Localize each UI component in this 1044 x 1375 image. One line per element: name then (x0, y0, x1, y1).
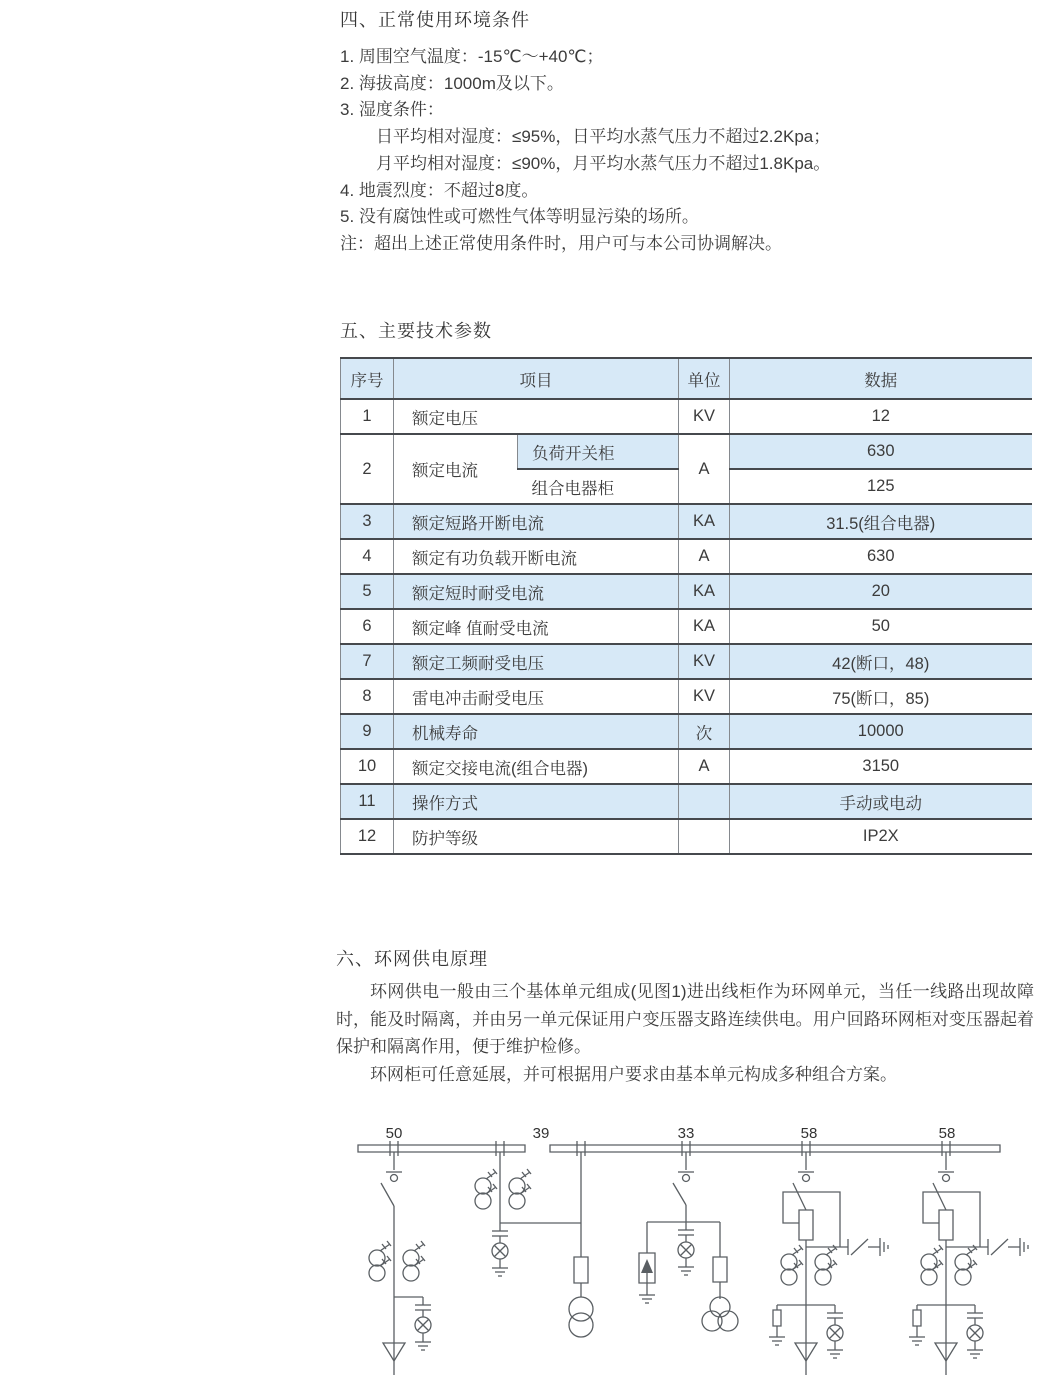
cell-num: 11 (358, 792, 376, 810)
voltage-indicator-icon (678, 1222, 694, 1275)
cell-label: 机械寿命 (394, 714, 679, 749)
current-transformer-icon (475, 1169, 497, 1209)
condition-line: 月平均相对湿度：≤90%，月平均水蒸气压力不超过1.8Kpa。 (376, 153, 831, 173)
current-transformer-icon (781, 1245, 803, 1285)
current-transformer-icon (403, 1241, 425, 1281)
single-line-diagram (330, 1122, 1044, 1375)
cell-unit: KV (679, 644, 730, 679)
table-row (341, 679, 1032, 714)
fuse-icon (913, 1310, 921, 1326)
cell-label: 操作方式 (394, 784, 679, 819)
cell-value: IP2X (730, 819, 1032, 854)
cell-label: 防护等级 (394, 819, 679, 854)
cell-value: 630 (730, 539, 1032, 574)
condition-line: 5. 没有腐蚀性或可燃性气体等明显污染的场所。 (340, 207, 699, 227)
cell-num: 2 (362, 459, 372, 478)
cell-num: 3 (362, 512, 372, 530)
cell-value: 12 (730, 399, 1032, 434)
switch-contact-icon (798, 1172, 814, 1182)
ground-icon (769, 1332, 785, 1345)
diagram-unit-label: 39 (532, 1125, 550, 1142)
cell-label: 额定短时耐受电流 (394, 574, 679, 609)
cell-num: 10 (357, 757, 377, 775)
col-header-unit: 单位 (679, 358, 730, 399)
diagram-unit-label: 50 (385, 1125, 403, 1142)
cell-unit (679, 819, 730, 854)
condition-line: 日平均相对湿度：≤95%，日平均水蒸气压力不超过2.2Kpa； (376, 127, 831, 147)
technical-parameters-table (340, 357, 1032, 855)
table-header-row (341, 358, 1032, 399)
cell-unit: KV (679, 679, 730, 714)
cell-num: 6 (362, 617, 372, 635)
cell-value: 31.5(组合电器) (730, 504, 1032, 539)
cell-value: 手动或电动 (730, 784, 1032, 819)
table-row (341, 749, 1032, 784)
cell-value: 10000 (730, 714, 1032, 749)
table-row (341, 784, 1032, 819)
fuse-icon (799, 1210, 813, 1240)
cell-num: 12 (357, 827, 377, 845)
section5-title: 五、主要技术参数 (340, 321, 492, 341)
cell-label: 额定峰 值耐受电流 (394, 609, 679, 644)
cell-value: 125 (730, 469, 1032, 504)
cell-unit (679, 784, 730, 819)
condition-line: 1. 周围空气温度：-15℃～+40℃； (340, 47, 604, 66)
switch-contact-icon (386, 1172, 402, 1182)
diagram-unit-33 (639, 1152, 738, 1331)
busbar-2 (550, 1141, 1000, 1156)
col-header-item: 项目 (394, 358, 679, 399)
cell-sub-label: 组合电器柜 (531, 479, 614, 498)
cell-value: 630 (730, 434, 1032, 469)
section6-title: 六、环网供电原理 (336, 949, 488, 969)
table-row (341, 819, 1032, 854)
diagram-unit-50 (369, 1152, 431, 1375)
cell-value: 50 (730, 609, 1032, 644)
table-row (341, 574, 1032, 609)
cell-num: 8 (362, 687, 372, 705)
transformer-icon (569, 1297, 593, 1321)
table-row (341, 644, 1032, 679)
earthing-switch-icon (946, 1238, 1028, 1256)
diagram-unit-label: 58 (800, 1125, 818, 1142)
cell-label: 额定有功负载开断电流 (394, 539, 679, 574)
voltage-indicator-icon (827, 1305, 843, 1358)
diagram-unit-label: 33 (677, 1125, 695, 1142)
interlock-frame (783, 1192, 840, 1247)
voltage-indicator-icon (492, 1223, 508, 1276)
cell-value: 75(断口，85) (730, 679, 1032, 714)
voltage-indicator-icon (415, 1297, 431, 1350)
cell-label: 额定交接电流(组合电器) (394, 749, 679, 784)
diagram-unit-58-b (909, 1152, 1028, 1375)
cell-num: 4 (362, 547, 372, 565)
diagram-unit-label: 58 (938, 1125, 956, 1142)
cell-label: 额定电压 (394, 399, 679, 434)
arrester-icon (639, 1253, 655, 1290)
cell-num: 1 (362, 407, 372, 425)
cell-unit: A (679, 434, 730, 504)
cell-unit: A (679, 749, 730, 784)
switch-contact-icon (678, 1172, 694, 1182)
cell-unit: KA (679, 504, 730, 539)
col-header-data: 数据 (730, 358, 1032, 399)
table-row (341, 434, 1032, 469)
col-header-num: 序号 (350, 371, 384, 390)
diagram-transformer-column (569, 1152, 593, 1337)
voltage-indicator-icon (967, 1305, 983, 1358)
table-row (341, 539, 1032, 574)
transformer-icon (569, 1313, 593, 1337)
earthing-switch-icon (806, 1238, 888, 1256)
ground-icon (639, 1290, 655, 1303)
condition-line: 3. 湿度条件： (340, 100, 444, 120)
section-ring-network (336, 945, 1034, 1088)
cell-label: 额定电流 (394, 434, 518, 504)
current-transformer-icon (509, 1169, 531, 1209)
table-row (341, 399, 1032, 434)
fuse-icon (574, 1257, 588, 1283)
cell-value: 20 (730, 574, 1032, 609)
fuse-icon (773, 1310, 781, 1326)
diagram-unit-39 (475, 1152, 581, 1276)
current-transformer-icon (369, 1241, 391, 1281)
cell-unit: KV (679, 399, 730, 434)
section4-title: 四、正常使用环境条件 (340, 10, 530, 30)
current-transformer-icon (921, 1245, 943, 1285)
fuse-icon (713, 1257, 727, 1282)
table-row (341, 714, 1032, 749)
cell-num: 7 (362, 652, 372, 670)
cell-unit: A (679, 539, 730, 574)
cell-value: 3150 (730, 749, 1032, 784)
diagram-unit-58-a (769, 1152, 888, 1375)
current-transformer-icon (955, 1245, 977, 1285)
cell-label: 雷电冲击耐受电压 (394, 679, 679, 714)
cell-unit: KA (679, 609, 730, 644)
interlock-frame (923, 1192, 980, 1247)
table-row (341, 609, 1032, 644)
cell-label: 额定短路开断电流 (394, 504, 679, 539)
switch-contact-icon (938, 1172, 954, 1182)
paragraph: 环网柜可任意延展，并可根据用户要求由基本单元构成多种组合方案。 (370, 1064, 897, 1084)
cell-value: 42(断口，48) (730, 644, 1032, 679)
cell-sub-label: 负荷开关柜 (518, 434, 679, 469)
current-transformer-icon (815, 1245, 837, 1285)
cell-label: 额定工频耐受电压 (394, 644, 679, 679)
condition-line: 注：超出上述正常使用条件时，用户可与本公司协调解决。 (340, 233, 782, 253)
cell-unit: KA (679, 574, 730, 609)
condition-line: 2. 海拔高度：1000m及以下。 (340, 73, 564, 93)
voltage-transformer-icon (702, 1297, 738, 1331)
cell-num: 5 (362, 582, 372, 600)
table-row (341, 504, 1032, 539)
ground-icon (909, 1332, 925, 1345)
fuse-icon (939, 1210, 953, 1240)
cell-unit: 次 (679, 714, 730, 749)
cell-num: 9 (362, 722, 372, 740)
paragraph: 环网供电一般由三个基体单元组成(见图1)进出线柜作为环网单元，当任一线路出现故障时，能及时隔离，并由另一单元保证用户变压器支路连续供电。用户回路环网柜对变压器起着保护和隔离作用，便于维护检修。 (336, 982, 1034, 1057)
condition-line: 4. 地震烈度：不超过8度。 (340, 180, 539, 200)
section-usage-conditions (340, 6, 1040, 258)
